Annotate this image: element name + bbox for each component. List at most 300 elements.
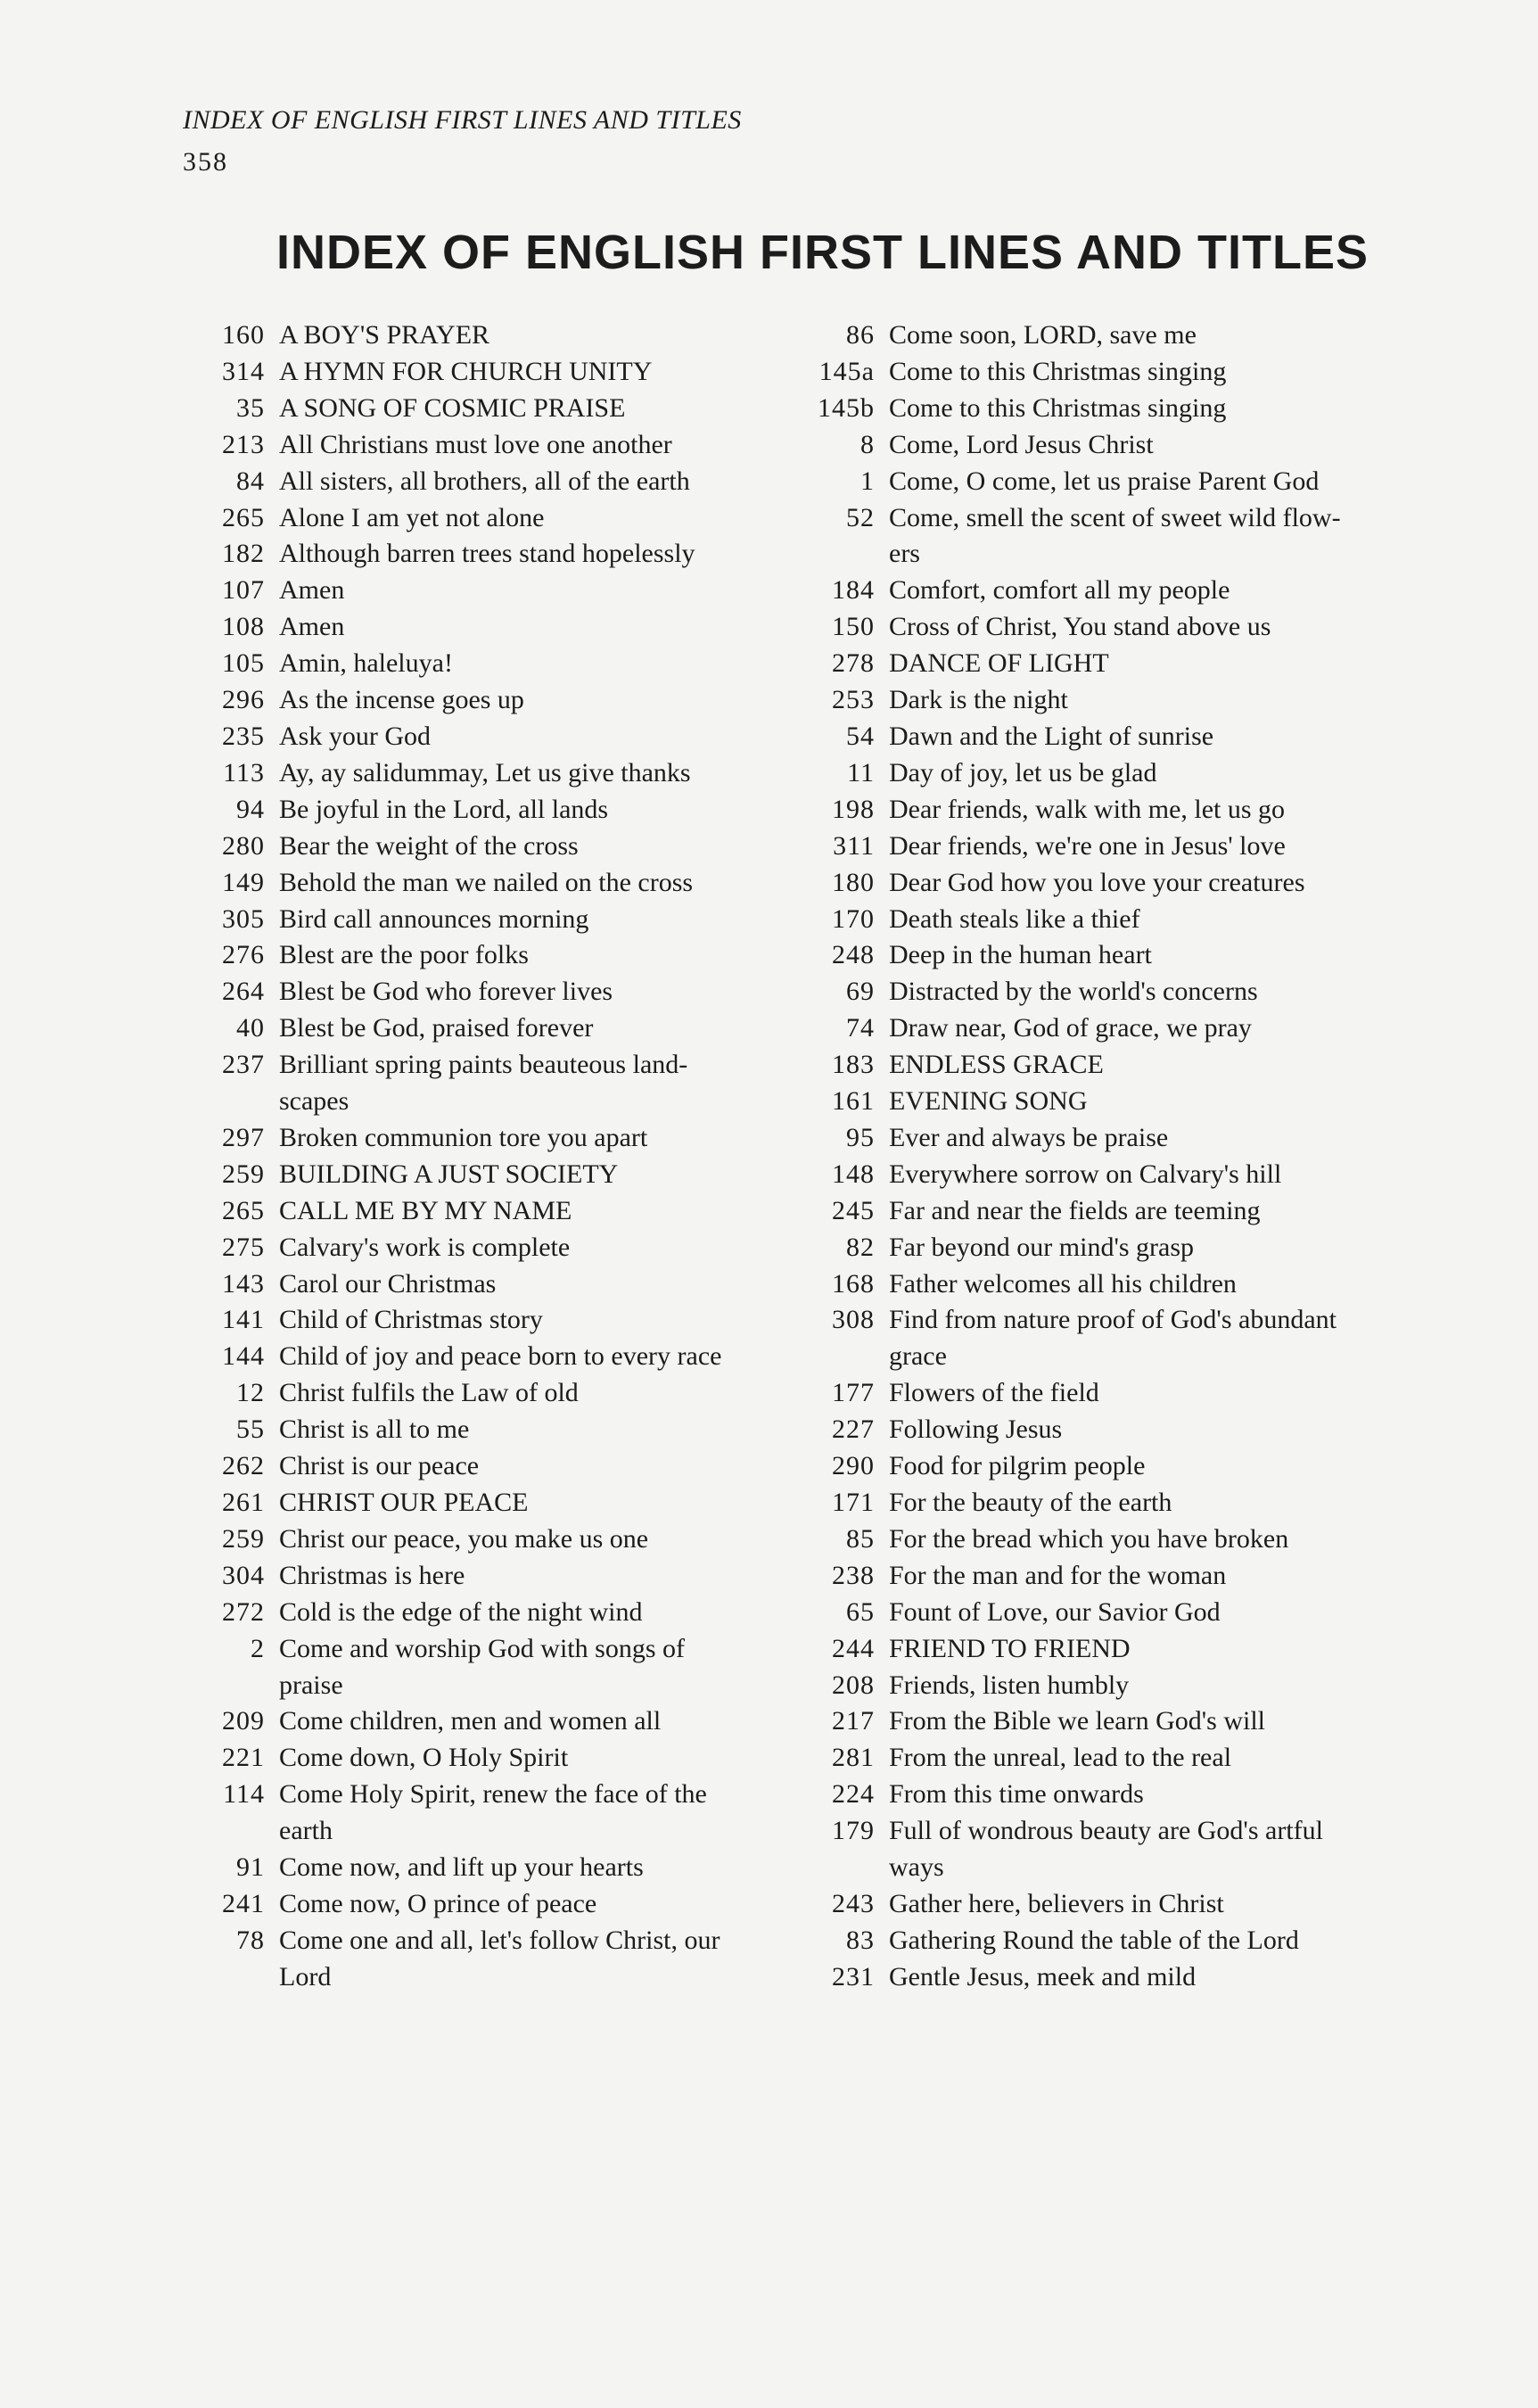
index-entry xyxy=(789,1047,1395,1084)
hymn-number: 281 xyxy=(832,1743,875,1773)
hymn-number: 264 xyxy=(222,977,265,1007)
index-entry xyxy=(789,1230,1395,1266)
hymn-number: 84 xyxy=(236,466,265,496)
running-head: INDEX OF ENGLISH FIRST LINES AND TITLES xyxy=(183,105,742,135)
index-entry xyxy=(183,1448,762,1485)
hymn-title xyxy=(265,1923,762,1996)
hymn-title-line: Comfort, comfort all my people xyxy=(889,575,1230,606)
hymn-title xyxy=(875,1959,1395,1996)
index-entry xyxy=(789,1777,1395,1813)
index-entry xyxy=(789,354,1395,391)
hymn-number: 180 xyxy=(832,867,875,897)
hymn-title-line: From this time onwards xyxy=(889,1779,1144,1810)
hymn-title xyxy=(265,1631,762,1704)
hymn-title xyxy=(265,1010,762,1047)
hymn-title xyxy=(875,974,1395,1010)
hymn-number: 171 xyxy=(832,1488,875,1517)
index-entry xyxy=(183,317,762,354)
hymn-title-line: BUILDING A JUST SOCIETY xyxy=(279,1159,619,1189)
hymn-title-line: Come, O come, let us praise Parent God xyxy=(889,466,1320,496)
hymn-title xyxy=(265,865,762,902)
hymn-number: 12 xyxy=(236,1378,265,1408)
hymn-title-line: EVENING SONG xyxy=(889,1086,1088,1117)
hymn-title-line: Blest are the poor folks xyxy=(279,940,529,970)
index-entry xyxy=(789,500,1395,573)
hymn-number: 65 xyxy=(846,1596,875,1627)
hymn-number: 83 xyxy=(846,1925,875,1955)
hymn-number: 221 xyxy=(222,1743,265,1773)
hymn-number: 107 xyxy=(222,575,265,606)
hymn-title-line: Death steals like a thief xyxy=(889,903,1140,934)
hymn-title-line: ENDLESS GRACE xyxy=(889,1050,1104,1080)
index-entry xyxy=(789,1813,1395,1886)
hymn-title-line: Alone I am yet not alone xyxy=(279,502,545,532)
hymn-number: 69 xyxy=(846,977,875,1007)
hymn-number: 227 xyxy=(832,1414,875,1445)
hymn-title xyxy=(265,1120,762,1157)
hymn-title xyxy=(265,1157,762,1193)
index-entry xyxy=(789,829,1395,865)
hymn-title-line: Come to this Christmas singing xyxy=(889,392,1227,423)
hymn-number: 259 xyxy=(222,1523,265,1554)
hymn-title-line: Far beyond our mind's grasp xyxy=(889,1232,1195,1262)
hymn-title-line: Come children, men and women all xyxy=(279,1706,662,1736)
index-entry xyxy=(183,1412,762,1448)
index-entry xyxy=(183,1595,762,1631)
index-entry xyxy=(789,1740,1395,1777)
index-entry xyxy=(789,317,1395,354)
hymn-number: 141 xyxy=(222,1305,265,1335)
hymn-title xyxy=(875,755,1395,792)
hymn-title-line: Dear friends, walk with me, let us go xyxy=(889,794,1286,824)
hymn-number: 248 xyxy=(832,940,875,970)
hymn-number: 272 xyxy=(222,1596,265,1627)
index-entry xyxy=(789,902,1395,938)
hymn-title-line: Friends, listen humbly xyxy=(889,1670,1130,1700)
index-entry xyxy=(183,1521,762,1558)
hymn-title xyxy=(265,646,762,682)
hymn-title-line: Amen xyxy=(279,575,345,606)
hymn-number: 275 xyxy=(222,1232,265,1262)
hymn-title xyxy=(265,792,762,829)
hymn-number: 198 xyxy=(832,794,875,824)
hymn-title-line: Come now, O prince of peace xyxy=(279,1888,597,1918)
index-entry xyxy=(183,937,762,974)
hymn-title-line: A HYMN FOR CHURCH UNITY xyxy=(279,356,653,386)
hymn-title-line: For the beauty of the earth xyxy=(889,1488,1172,1517)
index-entry xyxy=(789,792,1395,829)
hymn-number: 149 xyxy=(222,867,265,897)
hymn-title-line: Behold the man we nailed on the cross xyxy=(279,867,694,897)
hymn-title xyxy=(875,464,1395,500)
index-entry xyxy=(183,865,762,902)
hymn-title xyxy=(875,500,1395,573)
hymn-title xyxy=(265,427,762,464)
hymn-title-line: Child of joy and peace born to every race xyxy=(279,1341,722,1372)
hymn-title-line: Broken communion tore you apart xyxy=(279,1122,648,1152)
hymn-number: 74 xyxy=(846,1013,875,1043)
hymn-title xyxy=(265,755,762,792)
hymn-title xyxy=(875,719,1395,755)
hymn-number: 114 xyxy=(223,1779,265,1810)
index-entry xyxy=(183,1375,762,1412)
hymn-number: 209 xyxy=(222,1706,265,1736)
hymn-title xyxy=(875,1703,1395,1740)
hymn-title-line: Come now, and lift up your hearts xyxy=(279,1852,644,1883)
hymn-title-line: Christmas is here xyxy=(279,1560,465,1590)
index-entry xyxy=(789,391,1395,427)
hymn-title-line: Dear friends, we're one in Jesus' love xyxy=(889,830,1286,861)
index-entry xyxy=(183,719,762,755)
hymn-title xyxy=(875,1412,1395,1448)
hymn-title xyxy=(875,354,1395,391)
hymn-title xyxy=(875,317,1395,354)
index-entry xyxy=(789,974,1395,1010)
hymn-title-line: Calvary's work is complete xyxy=(279,1232,571,1262)
hymn-number: 265 xyxy=(222,502,265,532)
hymn-title xyxy=(875,1740,1395,1777)
hymn-number: 161 xyxy=(832,1086,875,1117)
hymn-number: 183 xyxy=(832,1050,875,1080)
page-number: 358 xyxy=(183,147,228,177)
hymn-title xyxy=(875,391,1395,427)
hymn-number: 95 xyxy=(846,1122,875,1152)
hymn-number: 78 xyxy=(236,1925,265,1955)
index-entry xyxy=(183,1740,762,1777)
hymn-title xyxy=(875,829,1395,865)
hymn-title-line: Find from nature proof of God's abundant xyxy=(889,1305,1336,1335)
hymn-title-line: earth xyxy=(279,1816,333,1846)
hymn-title-line: From the unreal, lead to the real xyxy=(889,1743,1232,1773)
hymn-number: 179 xyxy=(832,1816,875,1846)
hymn-title xyxy=(875,902,1395,938)
hymn-title-line: Bird call announces morning xyxy=(279,903,589,934)
index-entry xyxy=(183,500,762,537)
hymn-title-line: All Christians must love one another xyxy=(279,429,672,459)
hymn-number: 8 xyxy=(860,429,875,459)
index-entry xyxy=(789,464,1395,500)
hymn-number: 86 xyxy=(846,320,875,350)
index-entry xyxy=(183,1339,762,1375)
hymn-number: 91 xyxy=(236,1852,265,1883)
hymn-number: 150 xyxy=(832,612,875,642)
hymn-title xyxy=(265,1375,762,1412)
hymn-title xyxy=(875,1886,1395,1923)
index-entry xyxy=(789,682,1395,719)
hymn-title-line: scapes xyxy=(279,1086,350,1117)
hymn-title-line: ers xyxy=(889,539,920,569)
hymn-title-line: Following Jesus xyxy=(889,1414,1063,1445)
index-entry xyxy=(183,1120,762,1157)
hymn-title xyxy=(265,1193,762,1230)
hymn-title xyxy=(875,646,1395,682)
hymn-number: 305 xyxy=(222,903,265,934)
index-entry xyxy=(789,755,1395,792)
hymn-number: 113 xyxy=(223,757,265,788)
hymn-number: 144 xyxy=(222,1341,265,1372)
hymn-number: 297 xyxy=(222,1122,265,1152)
hymn-number: 52 xyxy=(846,502,875,532)
hymn-title xyxy=(265,464,762,500)
hymn-title xyxy=(875,1230,1395,1266)
hymn-title-line: Come, Lord Jesus Christ xyxy=(889,429,1154,459)
hymn-number: 262 xyxy=(222,1451,265,1481)
hymn-title xyxy=(265,719,762,755)
hymn-number: 231 xyxy=(832,1961,875,1992)
hymn-number: 143 xyxy=(222,1268,265,1299)
hymn-number: 160 xyxy=(222,320,265,350)
hymn-title-line: Everywhere sorrow on Calvary's hill xyxy=(889,1159,1282,1189)
hymn-title xyxy=(265,902,762,938)
hymn-title-line: Be joyful in the Lord, all lands xyxy=(279,794,609,824)
hymn-title-line: Gentle Jesus, meek and mild xyxy=(889,1961,1197,1992)
hymn-title-line: Draw near, God of grace, we pray xyxy=(889,1013,1252,1043)
hymn-title-line: Come to this Christmas singing xyxy=(889,356,1227,386)
index-column-left xyxy=(183,317,762,1996)
index-entry xyxy=(183,1047,762,1120)
index-entry xyxy=(183,792,762,829)
index-entry xyxy=(789,1193,1395,1230)
hymn-number: 2 xyxy=(251,1633,265,1663)
index-entry xyxy=(183,1485,762,1521)
index-entry xyxy=(183,391,762,427)
hymn-number: 145a xyxy=(818,356,875,386)
hymn-title-line: A SONG OF COSMIC PRAISE xyxy=(279,392,626,423)
hymn-title-line: Lord xyxy=(279,1961,332,1992)
hymn-title-line: For the man and for the woman xyxy=(889,1560,1227,1590)
hymn-title-line: Christ fulfils the Law of old xyxy=(279,1378,579,1408)
hymn-title-line: Christ is our peace xyxy=(279,1451,480,1481)
index-entry xyxy=(183,682,762,719)
hymn-title xyxy=(875,1084,1395,1120)
hymn-title-line: DANCE OF LIGHT xyxy=(889,648,1109,679)
index-entry xyxy=(789,1558,1395,1595)
hymn-title-line: Distracted by the world's concerns xyxy=(889,977,1258,1007)
index-entry xyxy=(789,1703,1395,1740)
hymn-title xyxy=(265,317,762,354)
hymn-title xyxy=(265,829,762,865)
index-entry xyxy=(183,829,762,865)
index-entry xyxy=(789,1485,1395,1521)
hymn-title xyxy=(265,609,762,646)
hymn-title xyxy=(265,1412,762,1448)
hymn-title-line: Christ our peace, you make us one xyxy=(279,1523,649,1554)
hymn-title xyxy=(875,1595,1395,1631)
index-entry xyxy=(183,1850,762,1886)
index-entry xyxy=(183,1157,762,1193)
hymn-title xyxy=(265,391,762,427)
index-entry xyxy=(789,1595,1395,1631)
hymn-title-line: Blest be God who forever lives xyxy=(279,977,613,1007)
hymn-title-line: Come Holy Spirit, renew the face of the xyxy=(279,1779,707,1810)
hymn-title-line: As the incense goes up xyxy=(279,685,524,715)
hymn-title xyxy=(265,1485,762,1521)
index-entry xyxy=(789,427,1395,464)
hymn-number: 85 xyxy=(846,1523,875,1554)
hymn-title-line: Although barren trees stand hopelessly xyxy=(279,539,695,569)
hymn-title xyxy=(265,1448,762,1485)
hymn-title xyxy=(265,1521,762,1558)
hymn-title xyxy=(875,1302,1395,1375)
hymn-title-line: Come down, O Holy Spirit xyxy=(279,1743,569,1773)
hymn-title-line: All sisters, all brothers, all of the earth xyxy=(279,466,690,496)
hymn-title-line: Deep in the human heart xyxy=(889,940,1152,970)
index-entry xyxy=(789,573,1395,609)
hymn-title xyxy=(875,865,1395,902)
hymn-title-line: Child of Christmas story xyxy=(279,1305,543,1335)
hymn-title-line: Dark is the night xyxy=(889,685,1068,715)
hymn-number: 314 xyxy=(222,356,265,386)
index-entry xyxy=(183,464,762,500)
index-entry xyxy=(183,1777,762,1850)
index-entry xyxy=(183,1558,762,1595)
hymn-number: 40 xyxy=(236,1013,265,1043)
index-entry xyxy=(183,974,762,1010)
hymn-title-line: Full of wondrous beauty are God's artful xyxy=(889,1816,1323,1846)
hymn-title-line: Carol our Christmas xyxy=(279,1268,497,1299)
hymn-title xyxy=(265,1230,762,1266)
index-entry xyxy=(183,1631,762,1704)
hymn-title-line: Dear God how you love your creatures xyxy=(889,867,1305,897)
hymn-number: 238 xyxy=(832,1560,875,1590)
hymn-number: 235 xyxy=(222,721,265,751)
hymn-title-line: grace xyxy=(889,1341,947,1372)
hymn-title xyxy=(265,1703,762,1740)
hymn-number: 243 xyxy=(832,1888,875,1918)
hymn-title xyxy=(875,573,1395,609)
index-entry xyxy=(789,1084,1395,1120)
hymn-title xyxy=(265,1850,762,1886)
hymn-title-line: Blest be God, praised forever xyxy=(279,1013,594,1043)
hymn-title-line: Cold is the edge of the night wind xyxy=(279,1596,643,1627)
hymn-title-line: For the bread which you have broken xyxy=(889,1523,1289,1554)
hymn-number: 213 xyxy=(222,429,265,459)
hymn-title-line: Gathering Round the table of the Lord xyxy=(889,1925,1299,1955)
index-entry xyxy=(183,427,762,464)
index-entry xyxy=(789,1923,1395,1959)
hymn-title xyxy=(265,1266,762,1303)
index-entry xyxy=(183,1230,762,1266)
index-entry xyxy=(789,1157,1395,1193)
index-entry xyxy=(183,1923,762,1996)
hymn-title-line: CHRIST OUR PEACE xyxy=(279,1488,529,1517)
hymn-number: 184 xyxy=(832,575,875,606)
hymn-title xyxy=(875,1157,1395,1193)
hymn-title-line: FRIEND TO FRIEND xyxy=(889,1633,1131,1663)
hymn-title-line: Come one and all, let's follow Christ, our xyxy=(279,1925,720,1955)
hymn-title xyxy=(875,609,1395,646)
index-entry xyxy=(183,1266,762,1303)
hymn-number: 108 xyxy=(222,612,265,642)
hymn-title-line: Father welcomes all his children xyxy=(889,1268,1237,1299)
hymn-number: 280 xyxy=(222,830,265,861)
index-entry xyxy=(789,937,1395,974)
hymn-title xyxy=(875,792,1395,829)
index-column-right xyxy=(789,317,1395,1996)
hymn-number: 55 xyxy=(236,1414,265,1445)
hymn-title xyxy=(875,1010,1395,1047)
index-entry xyxy=(789,1521,1395,1558)
hymn-title-line: ways xyxy=(889,1852,944,1883)
hymn-number: 54 xyxy=(846,721,875,751)
hymn-title xyxy=(875,1668,1395,1704)
hymn-title-line: Fount of Love, our Savior God xyxy=(889,1596,1221,1627)
hymn-number: 265 xyxy=(222,1195,265,1225)
hymn-title-line: Come soon, LORD, save me xyxy=(889,320,1197,350)
hymn-number: 148 xyxy=(832,1159,875,1189)
hymn-title-line: Come, smell the scent of sweet wild flow- xyxy=(889,502,1341,532)
page-title: INDEX OF ENGLISH FIRST LINES AND TITLES xyxy=(276,226,1369,279)
hymn-title xyxy=(875,1120,1395,1157)
hymn-title xyxy=(875,1266,1395,1303)
hymn-title xyxy=(875,1448,1395,1485)
index-entry xyxy=(789,646,1395,682)
hymn-title xyxy=(265,500,762,537)
index-entry xyxy=(789,1448,1395,1485)
hymn-title xyxy=(875,1521,1395,1558)
hymn-number: 208 xyxy=(832,1670,875,1700)
hymn-number: 278 xyxy=(832,648,875,679)
index-entry xyxy=(789,1886,1395,1923)
hymn-title xyxy=(265,682,762,719)
index-entry xyxy=(789,1120,1395,1157)
index-entry xyxy=(183,573,762,609)
hymn-number: 145b xyxy=(818,392,875,423)
index-entry xyxy=(183,1886,762,1923)
hymn-number: 224 xyxy=(832,1779,875,1810)
hymn-number: 182 xyxy=(222,539,265,569)
index-entry xyxy=(789,1412,1395,1448)
index-entry xyxy=(789,1631,1395,1668)
index-entry xyxy=(183,609,762,646)
index-entry xyxy=(789,1010,1395,1047)
hymn-title-line: Food for pilgrim people xyxy=(889,1451,1146,1481)
hymn-title xyxy=(265,1339,762,1375)
hymn-title xyxy=(875,1485,1395,1521)
hymn-title-line: Gather here, believers in Christ xyxy=(889,1888,1224,1918)
hymn-title xyxy=(265,1302,762,1339)
hymn-number: 237 xyxy=(222,1050,265,1080)
hymn-title-line: From the Bible we learn God's will xyxy=(889,1706,1266,1736)
hymn-title xyxy=(265,1595,762,1631)
hymn-title xyxy=(265,573,762,609)
hymn-number: 276 xyxy=(222,940,265,970)
index-entry xyxy=(789,865,1395,902)
hymn-title-line: Brilliant spring paints beauteous land- xyxy=(279,1050,688,1080)
hymn-title-line: CALL ME BY MY NAME xyxy=(279,1195,572,1225)
hymn-title xyxy=(875,937,1395,974)
index-entry xyxy=(789,1959,1395,1996)
index-entry xyxy=(789,1266,1395,1303)
hymn-title-line: praise xyxy=(279,1670,343,1700)
hymn-number: 241 xyxy=(222,1888,265,1918)
hymn-title-line: Amen xyxy=(279,612,345,642)
hymn-title xyxy=(875,1923,1395,1959)
hymn-number: 296 xyxy=(222,685,265,715)
index-entry xyxy=(183,646,762,682)
index-entry xyxy=(183,755,762,792)
index-entry xyxy=(183,902,762,938)
hymn-number: 253 xyxy=(832,685,875,715)
hymn-title xyxy=(875,682,1395,719)
hymn-number: 1 xyxy=(860,466,875,496)
hymn-title xyxy=(875,1047,1395,1084)
hymn-title-line: Day of joy, let us be glad xyxy=(889,757,1157,788)
hymn-number: 311 xyxy=(833,830,875,861)
hymn-title xyxy=(265,354,762,391)
hymn-title xyxy=(875,1777,1395,1813)
index-entry xyxy=(183,1010,762,1047)
